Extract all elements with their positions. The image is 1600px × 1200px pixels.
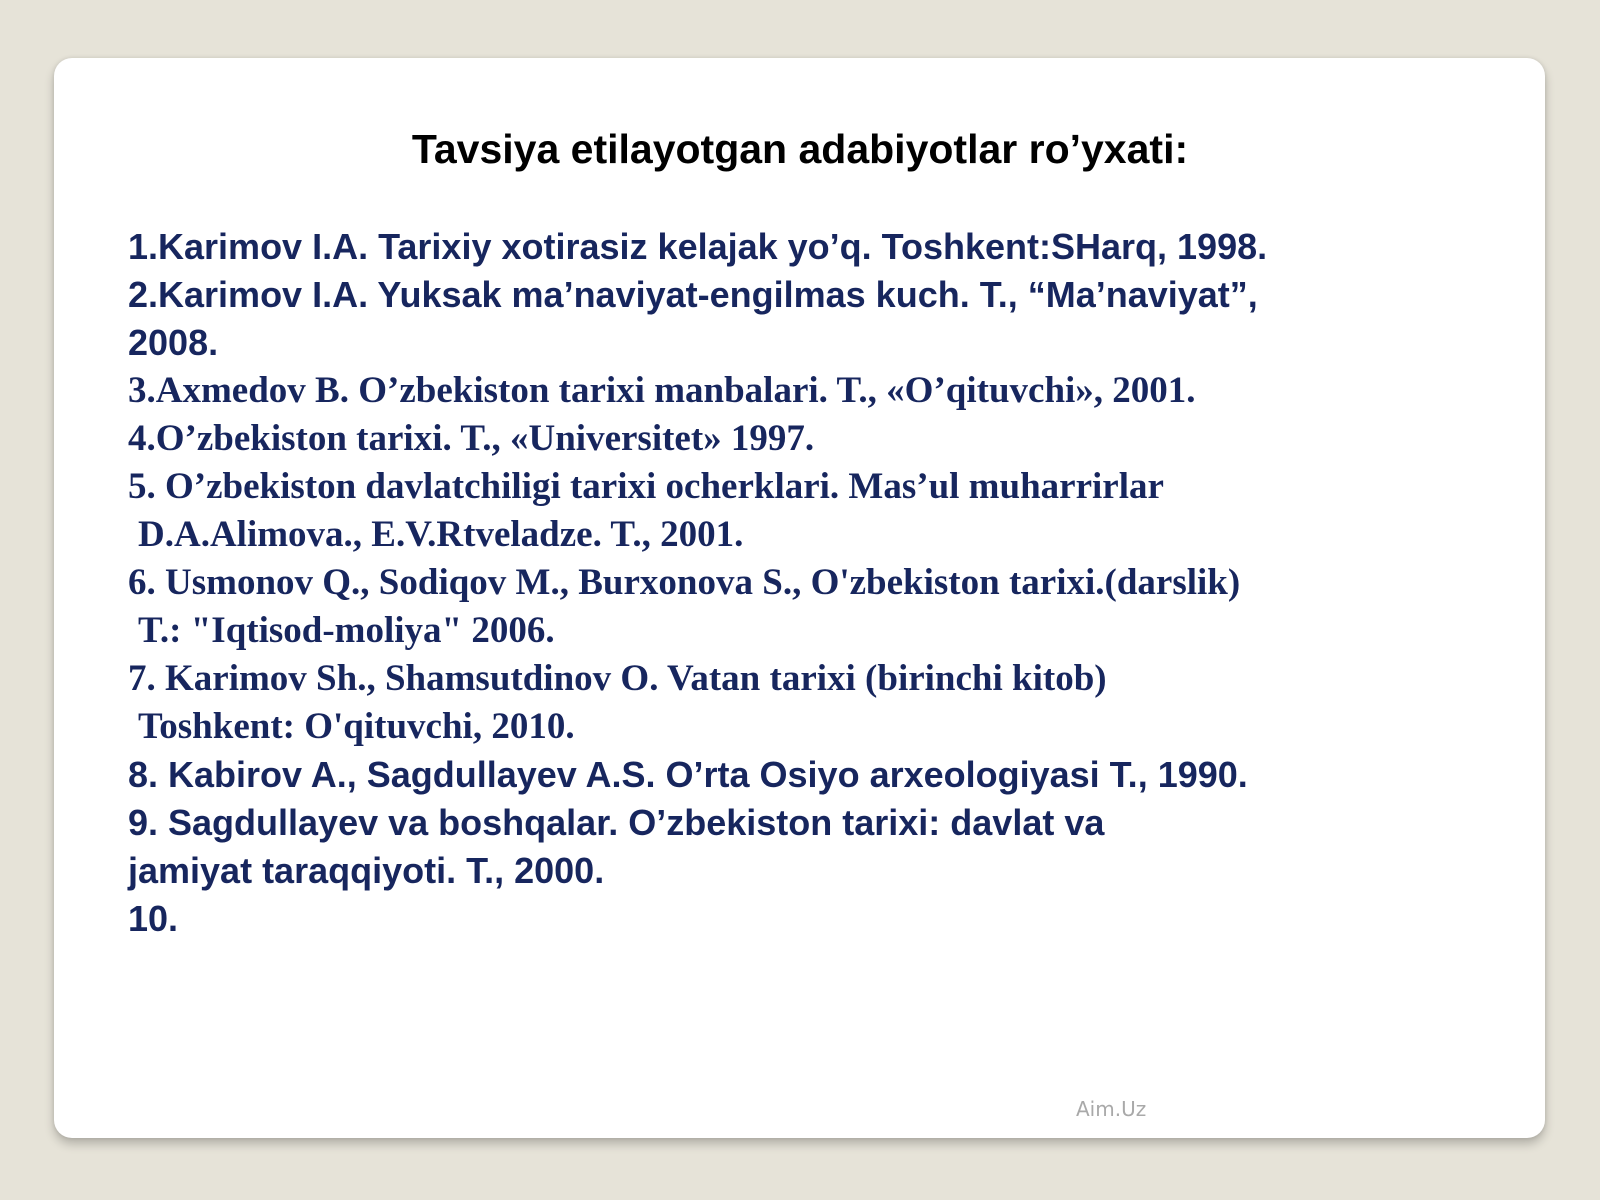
reference-9-continuation: jamiyat taraqqiyoti. T., 2000. — [128, 850, 605, 891]
reference-7: 7. Karimov Sh., Shamsutdinov O. Vatan tarixi (birinchi kitob) — [128, 658, 1107, 699]
reference-6-continuation: T.: "Iqtisod-moliya" 2006. — [138, 610, 555, 651]
reference-4: 4.O’zbekiston tarixi. T., «Universitet» 1997. — [128, 418, 815, 459]
reference-list — [128, 223, 1458, 943]
reference-5-continuation: D.A.Alimova., E.V.Rtveladze. T., 2001. — [138, 514, 744, 555]
reference-8: 8. Kabirov A., Sagdullayev A.S. O’rta Osiyo arxeologiyasi T., 1990. — [128, 754, 1248, 795]
reference-1: 1.Karimov I.A. Tarixiy xotirasiz kelajak yo’q. Toshkent:SHarq, 1998. — [128, 226, 1268, 267]
reference-6: 6. Usmonov Q., Sodiqov M., Burxonova S., O'zbekiston tarixi.(darslik) — [128, 562, 1241, 603]
slide-title: Tavsiya etilayotgan adabiyotlar ro’yxati: — [411, 126, 1189, 172]
watermark: Aim.Uz — [1076, 1097, 1147, 1121]
reference-7-continuation: Toshkent: O'qituvchi, 2010. — [138, 706, 575, 747]
reference-3: 3.Axmedov B. O’zbekiston tarixi manbalari. T., «O’qituvchi», 2001. — [128, 370, 1196, 411]
reference-2: 2.Karimov I.A. Yuksak ma’naviyat-engilmas kuch. T., “Ma’naviyat”, — [128, 274, 1258, 315]
reference-2-continuation: 2008. — [128, 322, 219, 363]
reference-9: 9. Sagdullayev va boshqalar. O’zbekiston tarixi: davlat va — [128, 802, 1105, 843]
reference-10: 10. — [128, 898, 179, 939]
reference-5: 5. O’zbekiston davlatchiligi tarixi ocherklari. Mas’ul muharrirlar — [128, 466, 1164, 507]
